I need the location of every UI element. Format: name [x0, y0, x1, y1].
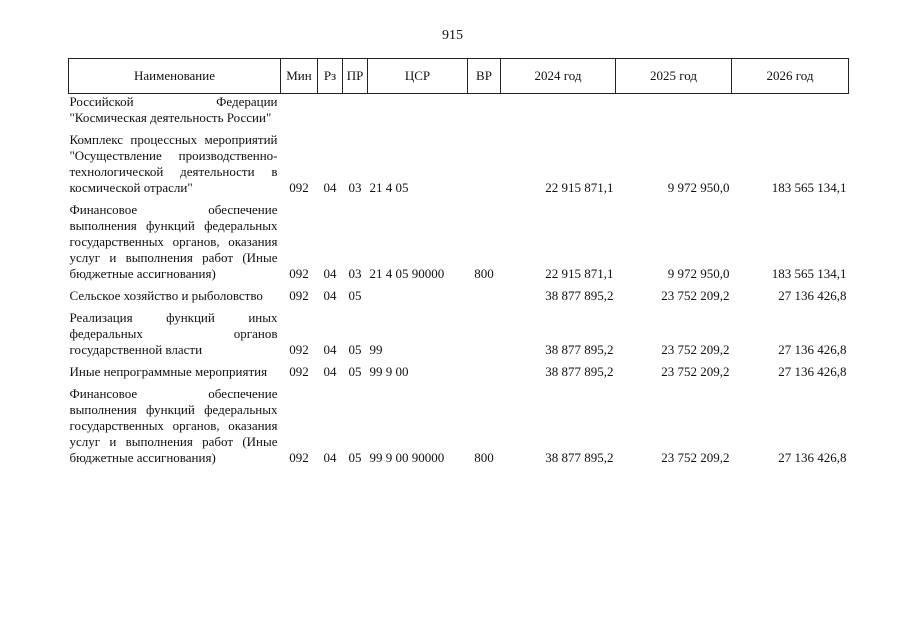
row-csr: 99	[369, 342, 383, 357]
row-y2026: 27 136 426,8	[778, 288, 847, 303]
row-vr	[468, 94, 501, 127]
row-pr: 05	[348, 364, 362, 379]
row-name: Иные непрограммные мероприятия	[69, 364, 268, 379]
row-rz: 04	[323, 342, 337, 357]
row-y2024: 38 877 895,2	[545, 342, 614, 357]
row-y2024: 22 915 871,1	[545, 266, 614, 281]
row-y2026: 27 136 426,8	[778, 364, 847, 379]
header-vr: ВР	[468, 59, 501, 94]
row-vr: 800	[474, 450, 494, 465]
row-name: Комплекс процессных мероприятий "Осуществление производственно-технологической деятельности в космической отрасли"	[69, 132, 278, 195]
row-min: 092	[289, 364, 309, 379]
row-min: 092	[289, 342, 309, 357]
row-pr: 03	[348, 266, 362, 281]
row-rz: 04	[323, 288, 337, 303]
header-2024: 2024 год	[501, 59, 616, 94]
row-vr: 800	[474, 266, 494, 281]
header-csr: ЦСР	[368, 59, 468, 94]
row-rz: 04	[323, 364, 337, 379]
row-vr	[468, 364, 501, 380]
table-row	[69, 132, 849, 196]
row-pr	[343, 94, 368, 127]
table-header-row	[69, 59, 849, 94]
header-2025: 2025 год	[616, 59, 732, 94]
table-row	[69, 202, 849, 282]
row-y2024: 22 915 871,1	[545, 180, 614, 195]
header-min: Мин	[281, 59, 318, 94]
row-y2025: 23 752 209,2	[661, 450, 730, 465]
row-csr: 99 9 00	[369, 364, 409, 379]
row-y2025: 23 752 209,2	[661, 364, 730, 379]
row-min: 092	[289, 266, 309, 281]
budget-table	[68, 58, 849, 466]
table-row	[69, 386, 849, 466]
row-name: Финансовое обеспечение выполнения функций федеральных государственных органов, оказания услуг и выполнения работ (Иные бюджетные ассигнования)	[69, 202, 278, 281]
row-rz: 04	[323, 266, 337, 281]
row-y2026: 27 136 426,8	[778, 342, 847, 357]
row-y2026	[732, 94, 849, 127]
header-pr: ПР	[343, 59, 368, 94]
row-vr	[468, 288, 501, 304]
row-name: Реализация функций иных федеральных органов государственной власти	[69, 310, 278, 357]
row-rz: 04	[323, 180, 337, 195]
row-rz	[318, 94, 343, 127]
table-body	[69, 94, 849, 467]
row-y2024: 38 877 895,2	[545, 364, 614, 379]
row-y2025: 23 752 209,2	[661, 288, 730, 303]
row-pr: 03	[348, 180, 362, 195]
table-row	[69, 94, 849, 127]
header-2026: 2026 год	[732, 59, 849, 94]
row-csr: 21 4 05	[369, 180, 409, 195]
row-csr: 21 4 05 90000	[369, 266, 445, 281]
row-y2025	[616, 94, 732, 127]
row-min: 092	[289, 180, 309, 195]
table-row	[69, 364, 849, 380]
row-y2024: 38 877 895,2	[545, 288, 614, 303]
row-pr: 05	[348, 450, 362, 465]
row-csr	[368, 288, 468, 304]
header-name: Наименование	[69, 59, 281, 94]
page-number: 915	[442, 28, 463, 43]
header-rz: Рз	[318, 59, 343, 94]
row-vr	[468, 310, 501, 358]
row-csr: 99 9 00 90000	[369, 450, 445, 465]
row-vr	[468, 132, 501, 196]
table-row	[69, 288, 849, 304]
row-y2024	[501, 94, 616, 127]
row-min: 092	[289, 288, 309, 303]
row-y2026: 27 136 426,8	[778, 450, 847, 465]
row-name: Российской Федерации "Космическая деятельность России"	[69, 94, 278, 125]
row-rz: 04	[323, 450, 337, 465]
row-min: 092	[289, 450, 309, 465]
table-row	[69, 310, 849, 358]
row-csr	[368, 94, 468, 127]
row-pr: 05	[348, 288, 362, 303]
row-y2025: 9 972 950,0	[667, 266, 730, 281]
row-pr: 05	[348, 342, 362, 357]
row-y2025: 9 972 950,0	[667, 180, 730, 195]
row-y2025: 23 752 209,2	[661, 342, 730, 357]
row-name: Финансовое обеспечение выполнения функций федеральных государственных органов, оказания услуг и выполнения работ (Иные бюджетные ассигнования)	[69, 386, 278, 465]
row-y2026: 183 565 134,1	[771, 180, 847, 195]
row-min	[281, 94, 318, 127]
row-y2026: 183 565 134,1	[771, 266, 847, 281]
row-name: Сельское хозяйство и рыболовство	[69, 288, 263, 303]
row-y2024: 38 877 895,2	[545, 450, 614, 465]
